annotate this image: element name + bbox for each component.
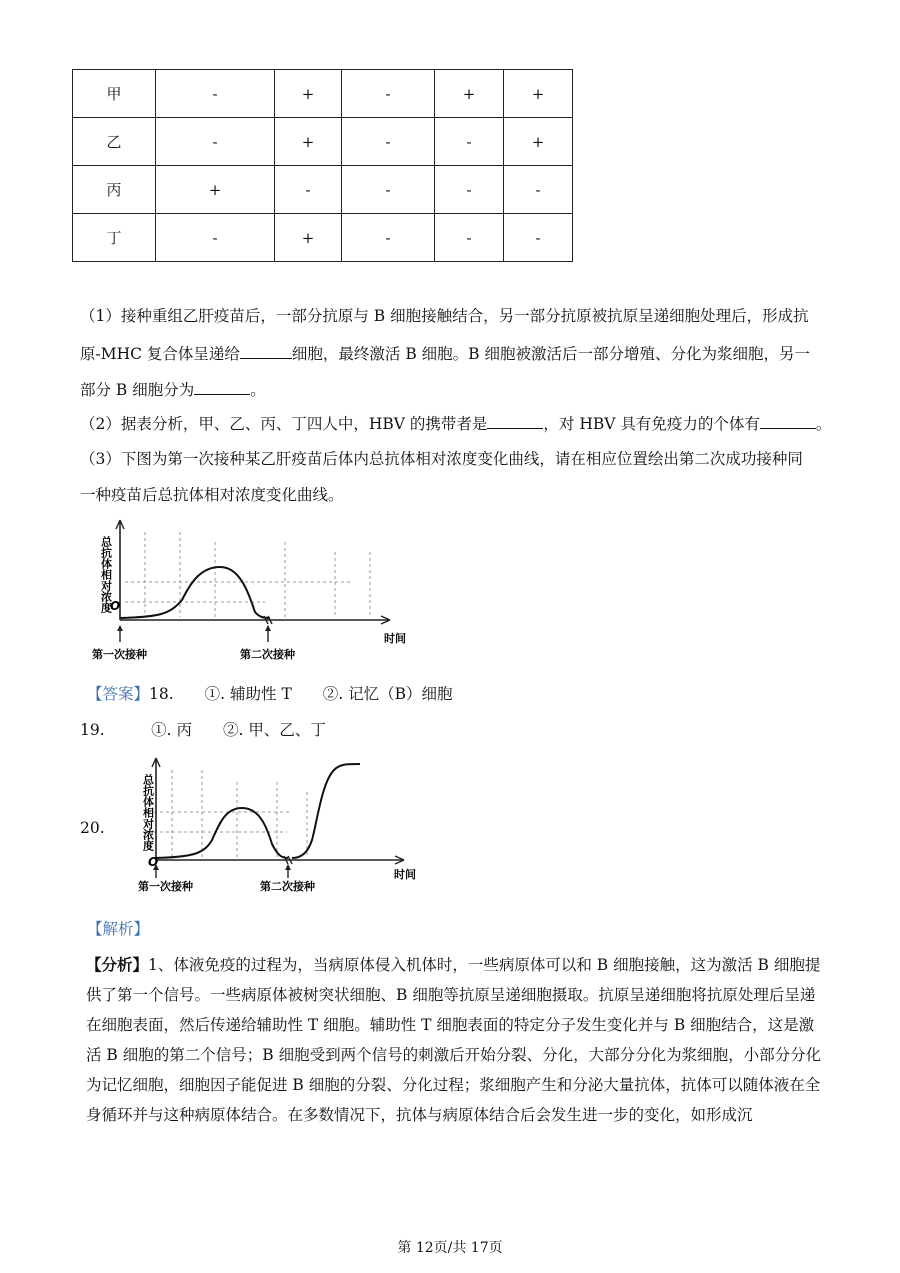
second-dose-label: 第二次接种: [260, 880, 315, 893]
first-dose-label: 第一次接种: [92, 648, 147, 661]
analysis-text: 1、体液免疫的过程为，当病原体侵入机体时，一些病原体可以和 B 细胞接触，这为激活 B 细胞提供了第一个信号。一些病原体被树突状细胞、B 细胞等抗原呈递细胞摄取。抗原呈递细胞将抗原处理后呈递在细胞表面，然后传递给辅助性 T 细胞。辅助性 T 细胞表面的特定分子发生变化并与 B 细胞结合，这是激活 B 细胞的第二个信号；B 细胞受到两个信号的刺激后开始分裂、分化，大部分分化为浆细胞，小部分分化为记忆细胞，细胞因子能促进 B 细胞的分裂、分化过程；浆细胞产生和分泌大量抗体，抗体可以随体液在全身循环并与这种病原体结合。在多数情况下，抗体与病原体结合后会发生进一步的变化，如形成沉: [86, 956, 822, 1124]
table-cell: 丙: [73, 166, 156, 214]
antibody-curve-figure-1: [90, 512, 420, 667]
question-1-text: 原-MHC 复合体呈递给: [80, 345, 240, 363]
antibody-curve-second: [292, 764, 360, 858]
question-2-text: （2）据表分析，甲、乙、丙、丁四人中，HBV 的携带者是: [80, 415, 488, 433]
question-2-text: ，对 HBV 具有免疫力的个体有: [543, 415, 760, 433]
question-1-line-2: [80, 342, 810, 364]
answer-blank: [194, 380, 250, 395]
analysis-tag-text: 【解析】: [87, 920, 150, 938]
antibody-curve-figure-2: [112, 752, 434, 900]
answer-18: [87, 682, 453, 704]
table-cell: +: [275, 214, 342, 262]
answer-20-label: 20.: [80, 819, 105, 837]
grid-lines: [125, 532, 370, 617]
table-cell: -: [504, 214, 573, 262]
question-1-text: 细胞，最终激活 B 细胞。B 细胞被激活后一部分增殖、分化为浆细胞，另一: [291, 345, 810, 363]
table-row: [73, 214, 573, 262]
question-2: [80, 412, 831, 434]
origin-label: O: [110, 599, 121, 613]
first-dose-arrowhead: [117, 625, 123, 631]
x-axis-label: 时间: [384, 632, 406, 645]
table-cell: -: [342, 214, 435, 262]
table-row: [73, 166, 573, 214]
table-cell: +: [435, 70, 504, 118]
table-cell: -: [156, 214, 275, 262]
answer-blank: [240, 344, 292, 359]
second-dose-arrowhead: [285, 864, 291, 870]
table-cell: -: [435, 166, 504, 214]
table-row: [73, 70, 573, 118]
second-dose-label: 第二次接种: [240, 648, 295, 661]
second-dose-arrowhead: [265, 625, 271, 631]
analysis-paragraph: [86, 950, 828, 1130]
table-cell: -: [156, 70, 275, 118]
table-cell: -: [435, 118, 504, 166]
table-cell: -: [504, 166, 573, 214]
question-1-line-1: （1）接种重组乙肝疫苗后，一部分抗原与 B 细胞接触结合，另一部分抗原被抗原呈递细胞处理后，形成抗: [80, 307, 809, 325]
first-dose-label: 第一次接种: [138, 880, 193, 893]
results-table: [72, 69, 573, 262]
table-cell: -: [275, 166, 342, 214]
antibody-curve-first: [120, 567, 270, 618]
table-cell: +: [156, 166, 275, 214]
table-cell: -: [435, 214, 504, 262]
question-1-text: 部分 B 细胞分为: [80, 381, 195, 399]
table-row: [73, 118, 573, 166]
table-cell: 丁: [73, 214, 156, 262]
question-3-line-1: （3）下图为第一次接种某乙肝疫苗后体内总抗体相对浓度变化曲线，请在相应位置绘出第二次成功接种同: [80, 450, 803, 468]
answer-19: 19. ①. 丙 ②. 甲、乙、丁: [80, 721, 326, 739]
origin-label: O: [148, 855, 159, 869]
analysis-head: 【分析】: [86, 955, 149, 974]
table-cell: -: [342, 118, 435, 166]
y-axis-label: 总抗体相对浓度: [141, 774, 155, 851]
table-cell: -: [156, 118, 275, 166]
question-3-line-2: 一种疫苗后总抗体相对浓度变化曲线。: [80, 486, 344, 504]
question-1-text: 。: [250, 381, 266, 399]
table-cell: 甲: [73, 70, 156, 118]
answer-blank: [487, 414, 543, 429]
question-2-text: 。: [815, 415, 832, 433]
answer-tag: 【答案】: [87, 685, 150, 703]
analysis-tag: [87, 917, 149, 939]
question-1-line-3: [80, 378, 266, 400]
table-cell: +: [275, 118, 342, 166]
table-cell: +: [504, 70, 573, 118]
answer-blank: [760, 414, 816, 429]
page-footer: 第 12页/共 17页: [397, 1240, 503, 1256]
table-cell: -: [342, 70, 435, 118]
answer-18-text: 18. ①. 辅助性 T ②. 记忆（B）细胞: [149, 685, 453, 703]
table-cell: +: [275, 70, 342, 118]
table-cell: 乙: [73, 118, 156, 166]
y-axis-label: 总抗体相对浓度: [99, 536, 113, 613]
x-axis-label: 时间: [394, 868, 416, 881]
table-cell: +: [504, 118, 573, 166]
table-cell: -: [342, 166, 435, 214]
antibody-curve-first: [156, 808, 288, 858]
